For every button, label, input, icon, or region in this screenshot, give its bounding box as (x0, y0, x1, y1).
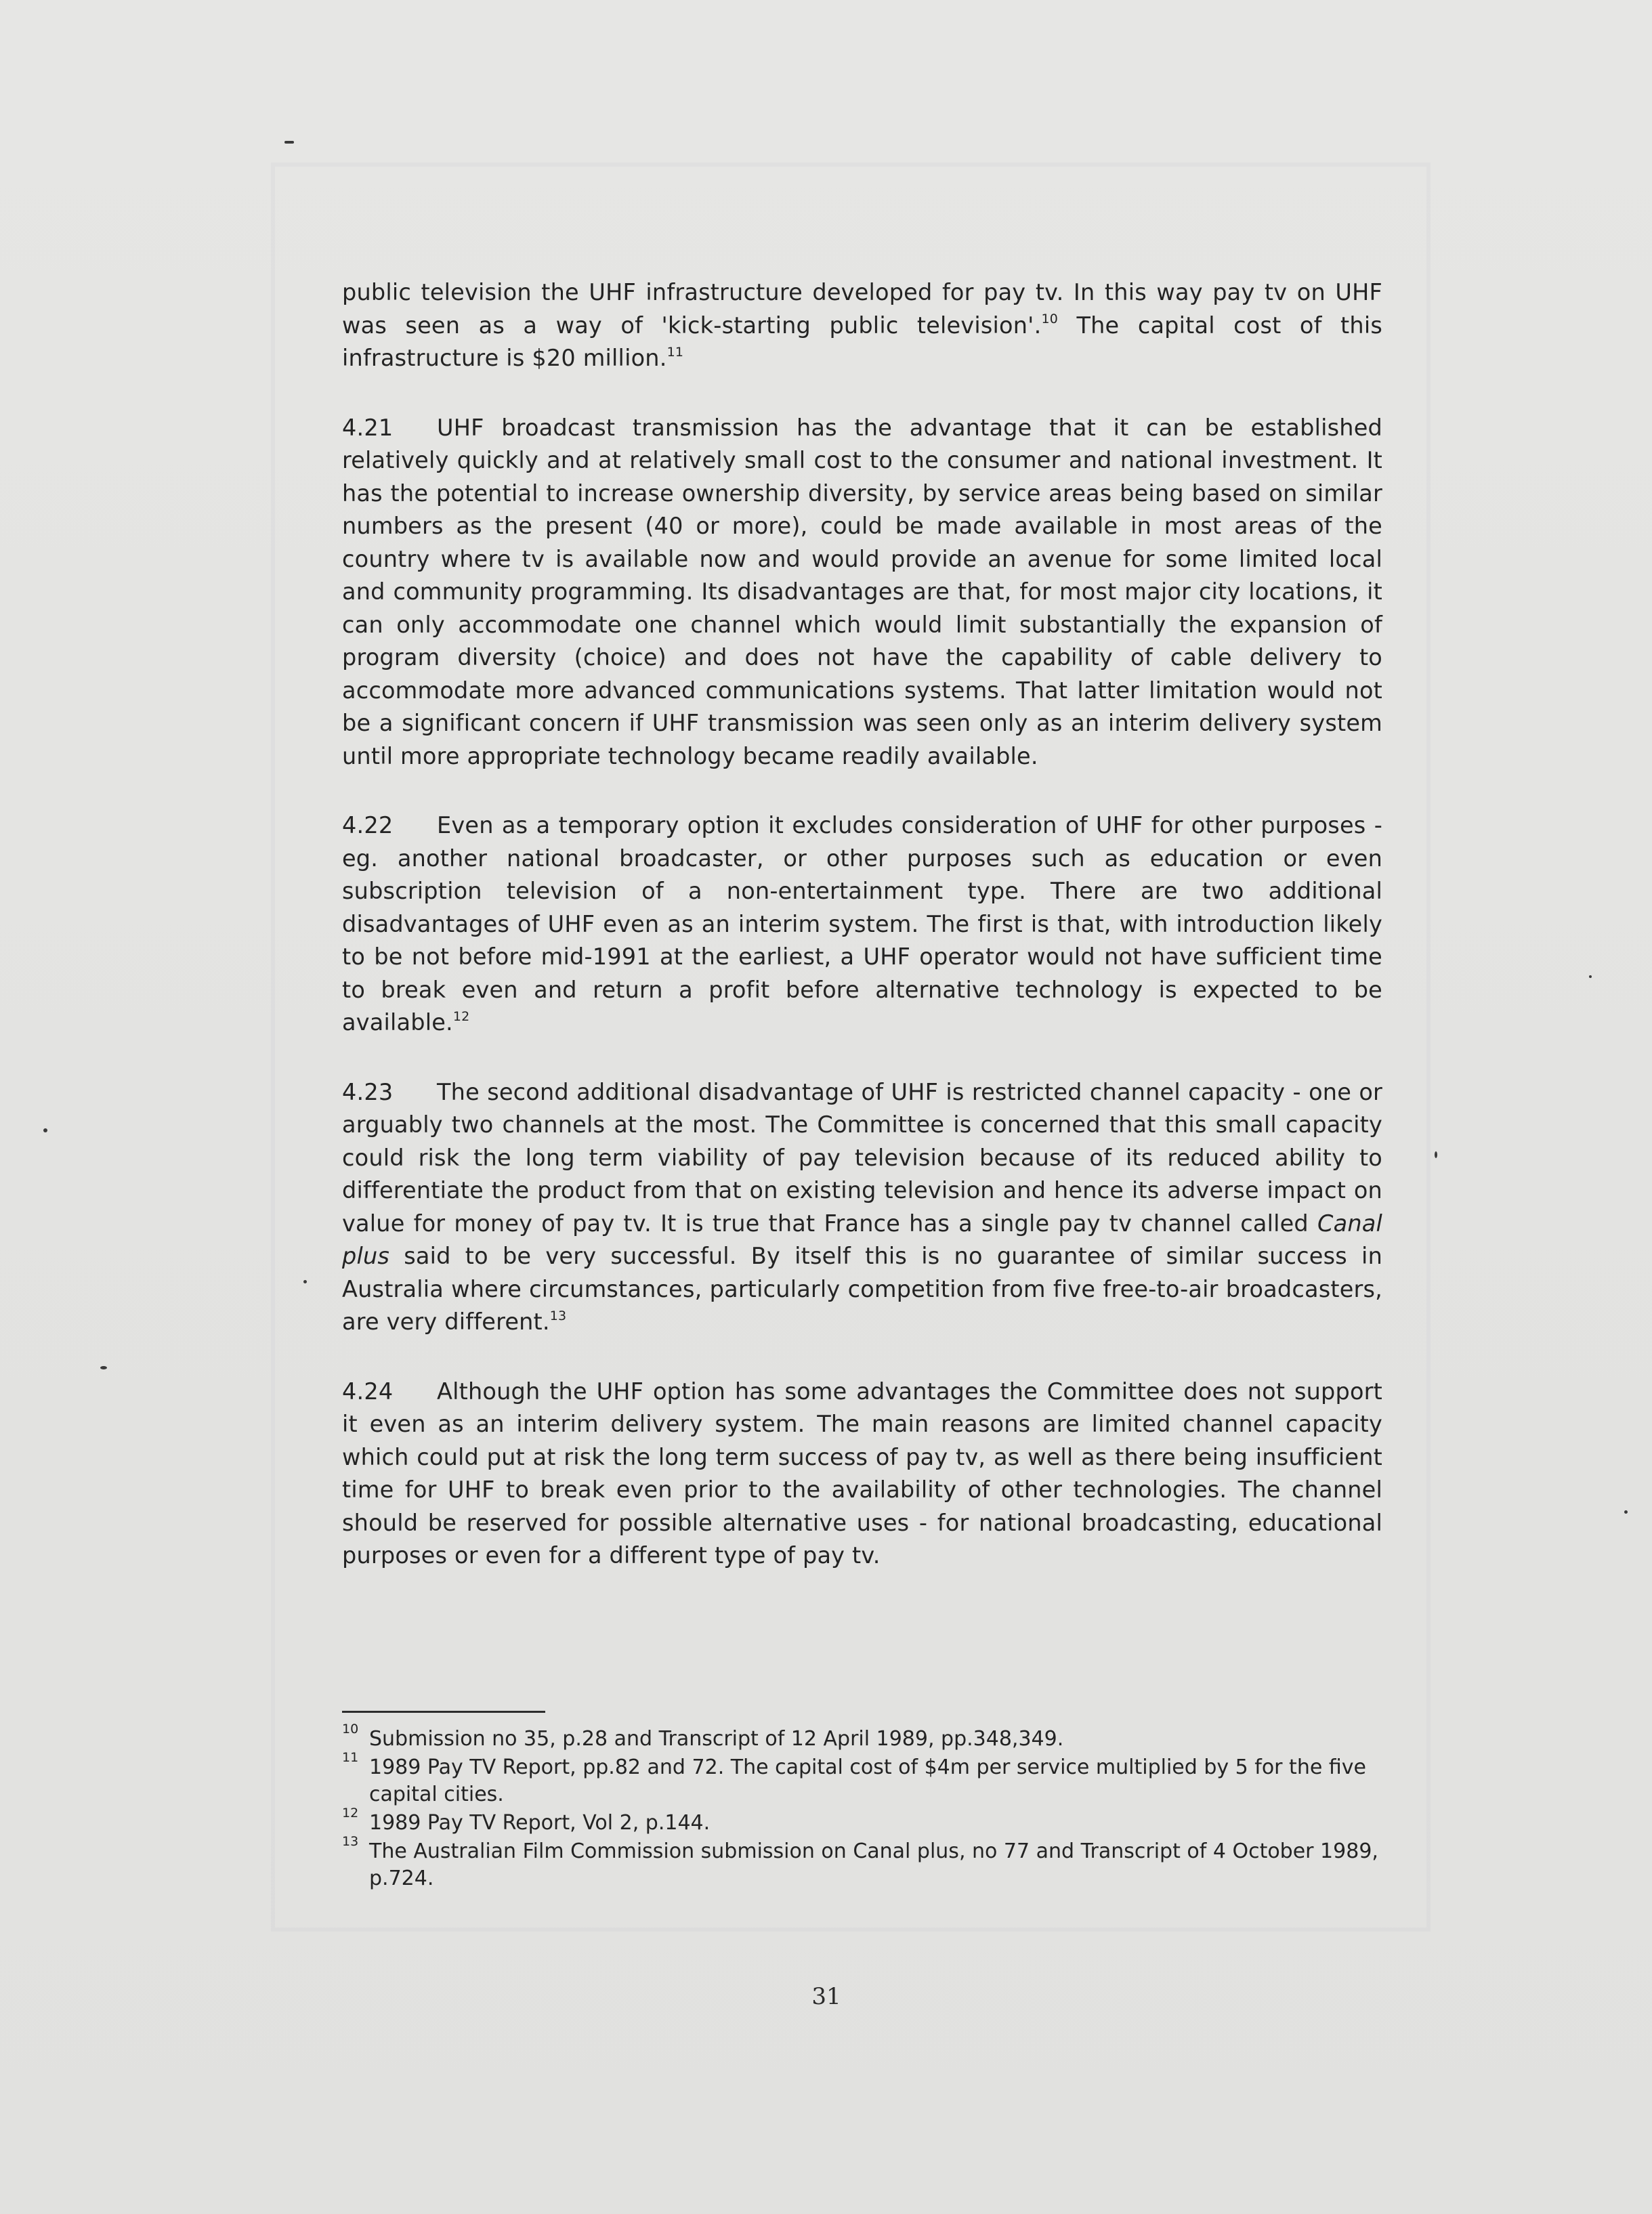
paragraph-number: 4.24 (342, 1378, 394, 1405)
paragraph-4-23 (342, 1076, 1382, 1339)
scan-speck (284, 141, 294, 144)
paragraph-number: 4.23 (342, 1078, 394, 1105)
footnote-mark: 13 (342, 1834, 359, 1849)
footnote-text: 1989 Pay TV Report, Vol 2, p.144. (369, 1811, 711, 1835)
footnote-10 (342, 1722, 1382, 1753)
paragraph-text: The second additional disadvantage of UHF is restricted channel capacity - one or arguably two channels at the most. The Committee is concerned that this small capacity could risk the long term viability of pay television because of its reduced ability to differentiate the product from that on existing television and hence its adverse impact on value for money of pay tv. It is true that France has a single pay tv channel called (342, 1078, 1382, 1237)
page-number: 31 (811, 1983, 841, 2010)
paragraph-text-cont: The capital cost of this infrastructure is $20 million. (342, 312, 1382, 371)
scan-speck (1624, 1510, 1628, 1514)
paragraph-4-21 (342, 412, 1382, 773)
paragraph-number: 4.22 (342, 812, 394, 838)
paragraph-text: public television the UHF infrastructure developed for pay tv. In this way pay tv on UHF was seen as a way of 'kick-starting public television'. (342, 279, 1382, 339)
footnote-mark: 10 (342, 1722, 359, 1737)
paragraph-text: Although the UHF option has some advantages the Committee does not support it even as an interim delivery system. The main reasons are limited channel capacity which could put at risk the long term success of pay tv, as well as there being insufficient time for UHF to break even prior to the availability of other technologies. The channel should be reserved for possible alternative uses - for national broadcasting, educational purposes or even for a different type of pay tv. (342, 1378, 1382, 1569)
italic-title: Canal plus (342, 1210, 1382, 1269)
paragraph-text-cont: said to be very successful. By itself this is no guarantee of similar success in Australia where circumstances, particularly competition from five free-to-air broadcasters, are very different. (342, 1243, 1382, 1335)
scan-speck (303, 1280, 307, 1283)
footnote-mark: 11 (342, 1750, 359, 1765)
footnote-mark: 12 (342, 1806, 359, 1821)
scan-speck (100, 1366, 107, 1369)
body-text (342, 276, 1382, 1609)
paragraph-number: 4.21 (342, 414, 394, 441)
scan-speck (43, 1128, 47, 1132)
footnote-text: Submission no 35, p.28 and Transcript of 12 April 1989, pp.348,349. (369, 1727, 1064, 1751)
footnote-ref: 10 (1041, 312, 1059, 327)
footnote-divider (342, 1711, 545, 1713)
footnote-11 (342, 1750, 1382, 1808)
footnote-ref: 13 (549, 1308, 567, 1323)
scan-speck (1589, 975, 1592, 978)
scan-speck (1435, 1151, 1437, 1158)
paragraph-4-22 (342, 809, 1382, 1040)
footnote-ref: 12 (452, 1008, 470, 1024)
footnote-13 (342, 1834, 1382, 1892)
paragraph-4-24 (342, 1376, 1382, 1573)
footnote-text: 1989 Pay TV Report, pp.82 and 72. The capital cost of $4m per service multiplied by 5 for the five capital cities. (369, 1755, 1366, 1806)
footnote-12 (342, 1806, 1382, 1837)
footnote-ref: 11 (666, 344, 684, 360)
footnotes (342, 1722, 1382, 1894)
paragraph-text: Even as a temporary option it excludes consideration of UHF for other purposes - eg. another national broadcaster, or other purposes such as education or even subscription television of a non-entertainment type. There are two additional disadvantages of UHF even as an interim system. The first is that, with introduction likely to be not before mid-1991 at the earliest, a UHF operator would not have sufficient time to break even and return a profit before alternative technology is expected to be available. (342, 812, 1382, 1036)
paragraph-text: UHF broadcast transmission has the advantage that it can be established relatively quickly and at relatively small cost to the consumer and national investment. It has the potential to increase ownership diversity, by service areas being based on similar numbers as the present (40 or more), could be made available in most areas of the country where tv is available now and would provide an avenue for some limited local and community programming. Its disadvantages are that, for most major city locations, it can only accommodate one channel which would limit substantially the expansion of program diversity (choice) and does not have the capability of cable delivery to accommodate more advanced communications systems. That latter limitation would not be a significant concern if UHF transmission was seen only as an interim delivery system until more appropriate technology became readily available. (342, 414, 1382, 769)
footnote-text: The Australian Film Commission submission on Canal plus, no 77 and Transcript of 4 October 1989, p.724. (369, 1839, 1378, 1890)
paragraph-continued (342, 276, 1382, 375)
